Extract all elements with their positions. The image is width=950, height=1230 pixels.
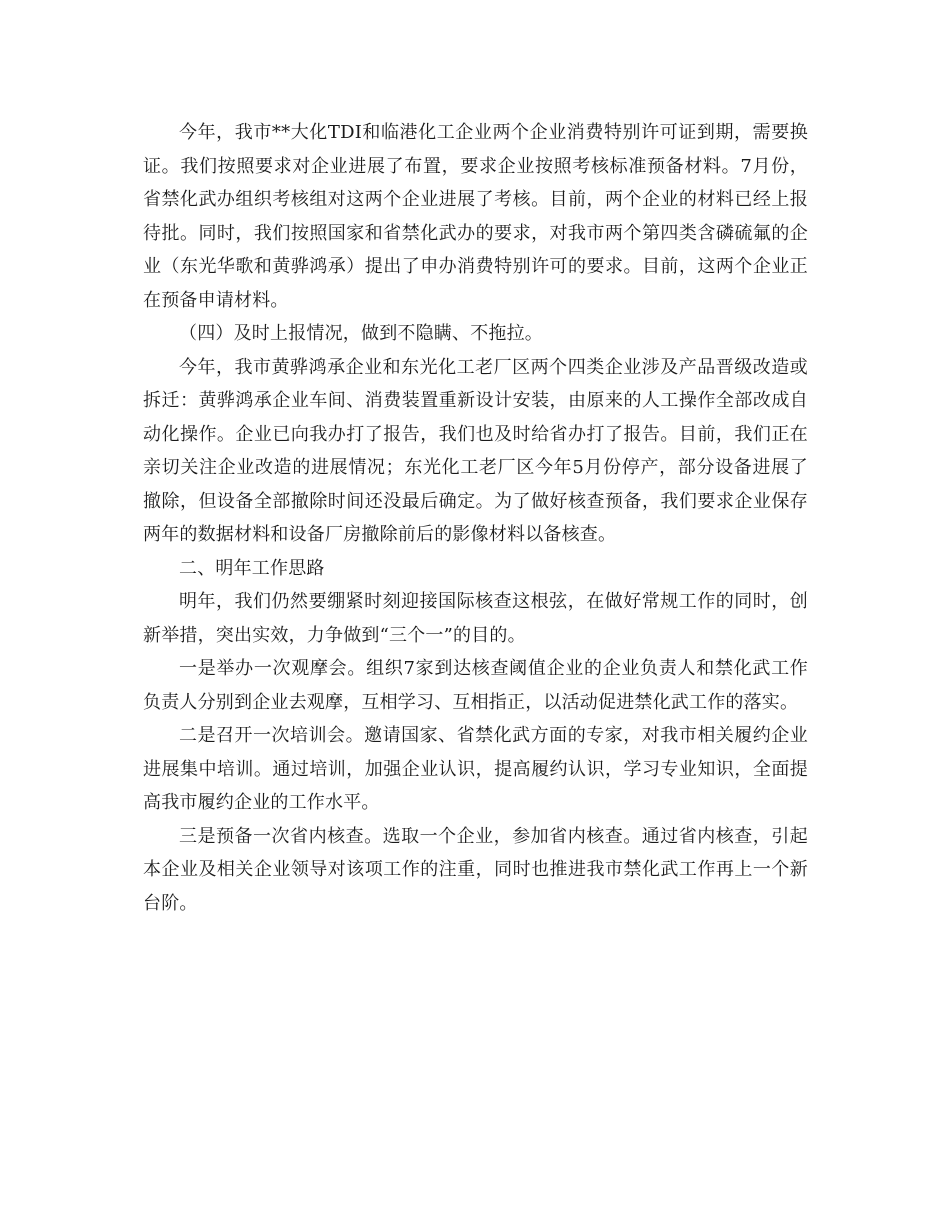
paragraph-observation-meeting: 一是举办一次观摩会。组织7家到达核查阈值企业的企业负责人和禁化武工作负责人分别到企业去观摩，互相学习、互相指正，以活动促进禁化武工作的落实。 (143, 658, 808, 713)
section-heading-reporting: （四）及时上报情况，做到不隐瞒、不拖拉。 (179, 323, 543, 344)
paragraph-next-year-overview: 明年，我们仍然要绷紧时刻迎接国际核查这根弦，在做好常规工作的同时，创新举措，突出实效，力争做到“三个一”的目的。 (143, 591, 808, 646)
section-heading-next-year: 二、明年工作思路 (179, 557, 325, 579)
paragraph-provincial-inspection: 三是预备一次省内核查。选取一个企业，参加省内核查。通过省内核查，引起本企业及相关企业领导对该项工作的注重，同时也推进我市禁化武工作再上一个新台阶。 (143, 825, 808, 914)
paragraph-training-meeting: 二是召开一次培训会。邀请国家、省禁化武方面的专家，对我市相关履约企业进展集中培训。通过培训，加强企业认识，提高履约认识，学习专业知识，全面提高我市履约企业的工作水平。 (143, 725, 808, 813)
paragraph-upgrade-relocation: 今年，我市黄骅鸿承企业和东光化工老厂区两个四类企业涉及产品晋级改造或拆迁：黄骅鸿承企业车间、消费装置重新设计安装，由原来的人工操作全部改成自动化操作。企业已向我办打了报告，我们也及时给省办打了报告。目前，我们正在亲切关注企业改造的进展情况；东光化工老厂区今年5月份停产，部分设备进展了撤除，但设备全部撤除时间还没最后确定。为了做好核查预备，我们要求企业保存两年的数据材料和设备厂房撤除前后的影像材料以备核查。 (143, 356, 808, 545)
document-body (143, 116, 808, 920)
paragraph-license-renewal: 今年，我市**大化TDI和临港化工企业两个企业消费特别许可证到期，需要换证。我们按照要求对企业进展了布置，要求企业按照考核标准预备材料。7月份，省禁化武办组织考核组对这两个企业进展了考核。目前，两个企业的材料已经上报待批。同时，我们按照国家和省禁化武办的要求，对我市两个第四类含磷硫氟的企业（东光华歌和黄骅鸿承）提出了申办消费特别许可的要求。目前，这两个企业正在预备申请材料。 (143, 122, 808, 311)
